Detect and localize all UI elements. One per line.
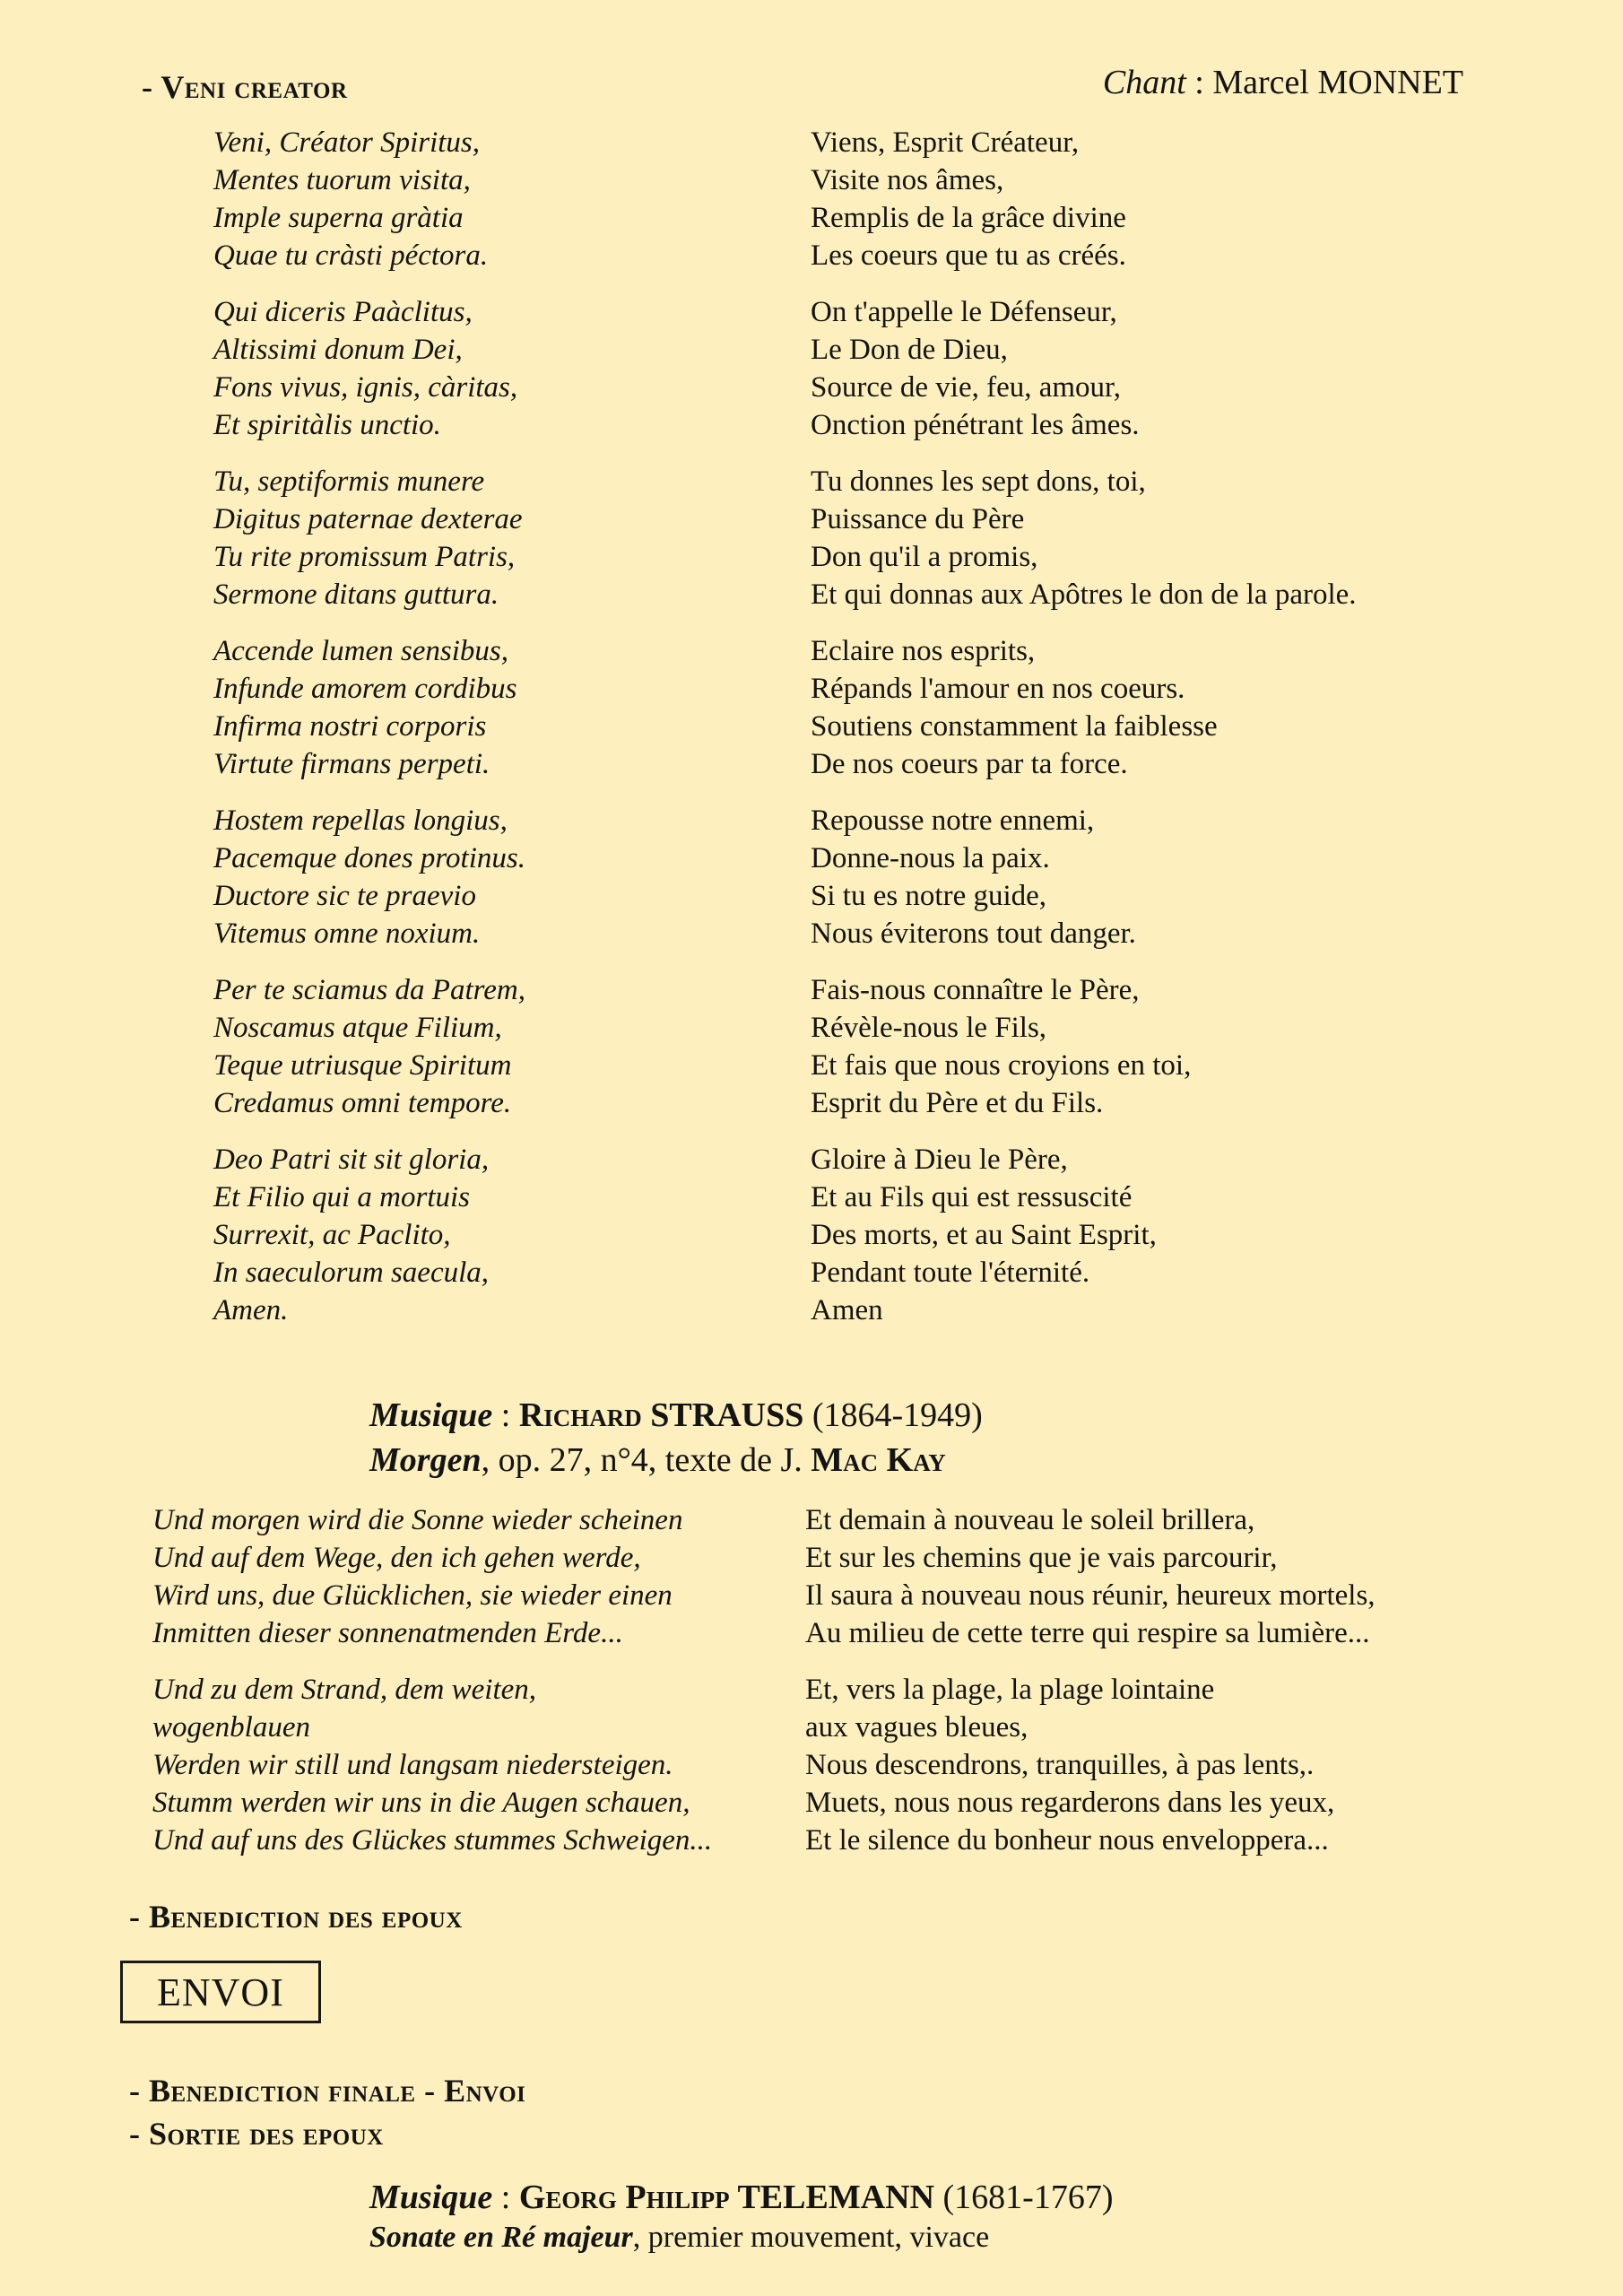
french-column: [811, 124, 1357, 1348]
german-stanza-2: [152, 1671, 712, 1859]
french-line: Le Don de Dieu,: [811, 334, 1008, 366]
composer-dates: (1864-1949): [803, 1396, 983, 1434]
french-line: Et au Fils qui est ressuscité: [811, 1181, 1133, 1213]
german-line: Und auf dem Wege, den ich gehen werde,: [152, 1542, 641, 1574]
latin-stanza-5: [213, 802, 525, 952]
music-separator: :: [492, 2179, 519, 2216]
french-line: Répands l'amour en nos coeurs.: [811, 673, 1185, 705]
morgen-french-stanza-1: [805, 1501, 1376, 1652]
latin-line: Veni, Créator Spiritus,: [213, 126, 481, 159]
latin-line: In saeculorum saecula,: [213, 1257, 490, 1289]
french-stanza-5: [811, 802, 1357, 952]
german-line: Inmitten dieser sonnenatmenden Erde...: [152, 1617, 623, 1649]
french-line: Puissance du Père: [811, 503, 1025, 535]
french-line: Révèle-nous le Fils,: [811, 1012, 1047, 1044]
veni-creator-heading: - Veni creator: [142, 69, 348, 105]
latin-line: Quae tu cràsti péctora.: [213, 239, 489, 272]
french-line: Et qui donnas aux Apôtres le don de la parole.: [811, 578, 1357, 611]
french-line: Gloire à Dieu le Père,: [811, 1144, 1068, 1176]
telemann-work-line: [369, 2221, 989, 2255]
french-line: Pendant toute l'éternité.: [811, 1257, 1090, 1289]
french-line: Don qu'il a promis,: [811, 541, 1038, 573]
french-line: Soutiens constamment la faiblesse: [811, 710, 1218, 743]
german-line: Wird uns, due Glücklichen, sie wieder einen: [152, 1579, 673, 1612]
french-stanza-7: [811, 1141, 1357, 1329]
french-line: Et demain à nouveau le soleil brillera,: [805, 1504, 1255, 1536]
latin-line: Digitus paternae dexterae: [213, 503, 523, 535]
latin-line: Vitemus omne noxium.: [213, 918, 481, 950]
latin-line: Et spiritàlis unctio.: [213, 409, 441, 441]
french-stanza-3: [811, 463, 1357, 613]
latin-line: Infirma nostri corporis: [213, 710, 487, 743]
latin-line: Pacemque dones protinus.: [213, 842, 525, 874]
german-line: Und auf uns des Glückes stummes Schweigen...: [152, 1824, 713, 1857]
latin-stanza-6: [213, 971, 525, 1122]
french-line: Viens, Esprit Créateur,: [811, 126, 1080, 159]
french-line: Et fais que nous croyions en toi,: [811, 1049, 1192, 1082]
latin-column: [213, 124, 525, 1348]
french-line: Au milieu de cette terre qui respire sa lumière...: [805, 1617, 1370, 1649]
french-line: Repousse notre ennemi,: [811, 804, 1095, 837]
latin-stanza-1: [213, 124, 525, 274]
composer-dates: (1681-1767): [934, 2179, 1114, 2216]
sortie-epoux-heading: - Sortie des epoux: [129, 2116, 384, 2152]
french-line: Remplis de la grâce divine: [811, 202, 1126, 234]
german-column: [152, 1501, 712, 1878]
french-stanza-4: [811, 632, 1357, 783]
morgen-french-column: [805, 1501, 1376, 1878]
french-stanza-1: [811, 124, 1357, 274]
latin-line: Tu rite promissum Patris,: [213, 541, 516, 573]
latin-stanza-2: [213, 293, 525, 444]
latin-line: Per te sciamus da Patrem,: [213, 974, 525, 1006]
french-line: Et le silence du bonheur nous enveloppera...: [805, 1824, 1329, 1857]
german-stanza-1: [152, 1501, 712, 1652]
french-line: Eclaire nos esprits,: [811, 635, 1036, 667]
french-line: Si tu es notre guide,: [811, 880, 1047, 912]
latin-line: Tu, septiformis munere: [213, 465, 485, 498]
french-stanza-6: [811, 971, 1357, 1122]
latin-line: Deo Patri sit sit gloria,: [213, 1144, 490, 1176]
french-line: Il saura à nouveau nous réunir, heureux mortels,: [805, 1579, 1376, 1612]
work-title: Sonate en Ré majeur: [369, 2221, 633, 2254]
french-line: aux vagues bleues,: [805, 1711, 1028, 1744]
french-line: Donne-nous la paix.: [811, 842, 1050, 874]
french-line: Amen: [811, 1294, 883, 1326]
composer-name: Georg Philipp TELEMANN: [518, 2179, 935, 2216]
latin-line: Mentes tuorum visita,: [213, 164, 471, 196]
german-line: wogenblauen: [152, 1711, 310, 1744]
music-label: Musique: [369, 1396, 493, 1434]
music-separator: :: [492, 1396, 519, 1434]
composer-name: Richard STRAUSS: [518, 1396, 804, 1434]
chant-label: Chant: [1102, 64, 1186, 101]
german-line: Werden wir still und langsam niedersteigen.: [152, 1749, 673, 1781]
latin-line: Infunde amorem cordibus: [213, 673, 517, 705]
music-label: Musique: [369, 2179, 493, 2216]
french-stanza-2: [811, 293, 1357, 444]
strauss-work-line: [369, 1440, 946, 1480]
chant-name: Marcel MONNET: [1212, 64, 1463, 101]
latin-line: Credamus omni tempore.: [213, 1087, 512, 1119]
latin-line: Teque utriusque Spiritum: [213, 1049, 512, 1082]
benediction-epoux-heading: - Benediction des epoux: [129, 1899, 463, 1935]
chant-separator: :: [1185, 64, 1213, 101]
french-line: Visite nos âmes,: [811, 164, 1004, 196]
morgen-french-stanza-2: [805, 1671, 1376, 1859]
german-line: Stumm werden wir uns in die Augen schauen,: [152, 1787, 690, 1819]
latin-line: Hostem repellas longius,: [213, 804, 508, 837]
latin-line: Fons vivus, ignis, càritas,: [213, 371, 518, 404]
latin-line: Qui diceris Paàclitus,: [213, 296, 473, 328]
german-line: Und morgen wird die Sonne wieder scheinen: [152, 1504, 683, 1536]
latin-line: Et Filio qui a mortuis: [213, 1181, 471, 1213]
latin-line: Accende lumen sensibus,: [213, 635, 508, 667]
work-details: , op. 27, n°4, texte de J.: [481, 1441, 812, 1479]
french-line: Muets, nous nous regarderons dans les yeux,: [805, 1787, 1335, 1819]
french-line: Esprit du Père et du Fils.: [811, 1087, 1104, 1119]
latin-stanza-7: [213, 1141, 525, 1329]
french-line: De nos coeurs par ta force.: [811, 748, 1128, 780]
french-line: Nous éviterons tout danger.: [811, 918, 1136, 950]
work-title: Morgen: [369, 1441, 482, 1479]
french-line: Source de vie, feu, amour,: [811, 371, 1121, 404]
latin-line: Virtute firmans perpeti.: [213, 748, 490, 780]
french-line: Fais-nous connaître le Père,: [811, 974, 1140, 1006]
strauss-composer-line: [369, 1396, 983, 1435]
work-details: , premier mouvement, vivace: [632, 2221, 990, 2254]
french-line: Les coeurs que tu as créés.: [811, 239, 1126, 272]
latin-stanza-3: [213, 463, 525, 613]
french-line: Nous descendrons, tranquilles, à pas lents,.: [805, 1749, 1315, 1781]
text-author: Mac Kay: [811, 1441, 946, 1479]
latin-line: Sermone ditans guttura.: [213, 578, 499, 611]
french-line: Et, vers la plage, la plage lointaine: [805, 1674, 1215, 1706]
latin-line: Imple superna gràtia: [213, 202, 464, 234]
latin-line: Amen.: [213, 1294, 289, 1326]
latin-stanza-4: [213, 632, 525, 783]
benediction-finale-heading: - Benediction finale - Envoi: [129, 2073, 526, 2109]
german-line: Und zu dem Strand, dem weiten,: [152, 1674, 537, 1706]
french-line: Tu donnes les sept dons, toi,: [811, 465, 1146, 498]
french-line: Des morts, et au Saint Esprit,: [811, 1219, 1157, 1251]
french-line: On t'appelle le Défenseur,: [811, 296, 1117, 328]
latin-line: Noscamus atque Filium,: [213, 1012, 502, 1044]
telemann-composer-line: [369, 2178, 1114, 2217]
envoi-box: ENVOI: [120, 1961, 321, 2023]
latin-line: Surrexit, ac Paclito,: [213, 1219, 451, 1251]
latin-line: Ductore sic te praevio: [213, 880, 476, 912]
latin-line: Altissimi donum Dei,: [213, 334, 463, 366]
french-line: Onction pénétrant les âmes.: [811, 409, 1140, 441]
chant-credit: [1103, 63, 1463, 102]
french-line: Et sur les chemins que je vais parcourir,: [805, 1542, 1278, 1574]
